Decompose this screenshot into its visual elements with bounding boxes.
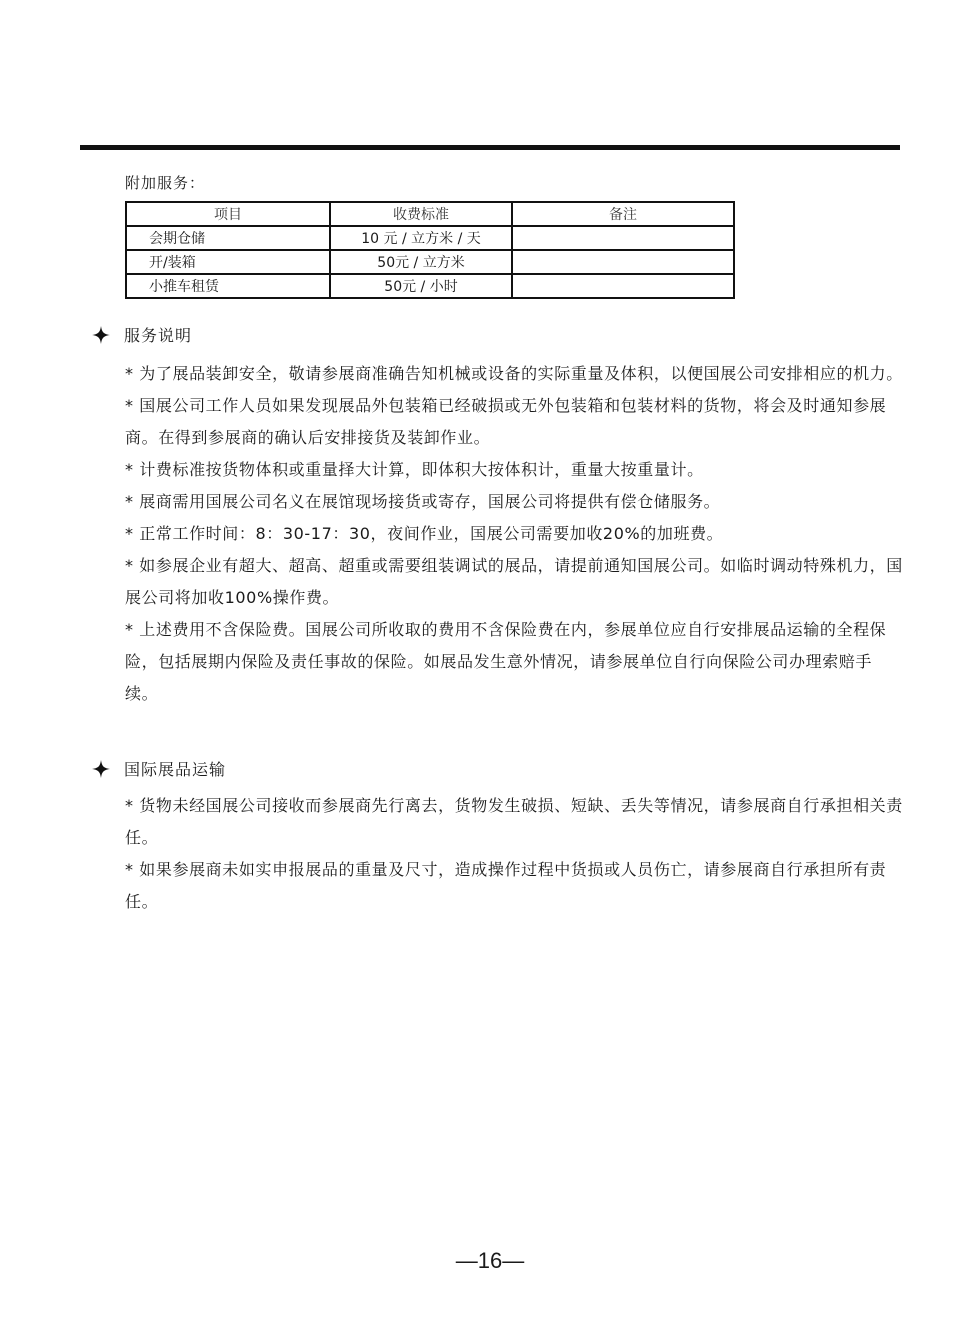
header-rule	[80, 145, 900, 150]
row-item: 开/装箱	[126, 250, 330, 274]
extra-services-table	[125, 201, 735, 299]
header-fee: 收费标准	[330, 202, 512, 226]
row-fee: 10 元 / 立方米 / 天	[330, 226, 512, 250]
table-header-row	[126, 202, 734, 226]
list-item: * 正常工作时间：8：30-17：30，夜间作业，国展公司需要加收20%的加班费。	[125, 524, 724, 543]
list-item: * 国展公司工作人员如果发现展品外包装箱已经破损或无外包装箱和包装材料的货物，将会及时通知参展商。在得到参展商的确认后安排接货及装卸作业。	[125, 396, 887, 447]
list-item: * 展商需用国展公司名义在展馆现场接货或寄存，国展公司将提供有偿仓储服务。	[125, 492, 721, 511]
extra-services-title: 附加服务：	[125, 174, 206, 192]
service-notes-heading-text: 服务说明	[124, 326, 193, 345]
row-fee: 50元 / 小时	[330, 274, 512, 298]
row-note	[512, 274, 734, 298]
row-item: 小推车租赁	[126, 274, 330, 298]
header-note: 备注	[512, 202, 734, 226]
header-item: 项目	[126, 202, 330, 226]
table-row	[126, 226, 734, 250]
list-item: * 为了展品装卸安全，敬请参展商准确告知机械或设备的实际重量及体积，以便国展公司安排相应的机力。	[125, 364, 903, 383]
list-item: * 如参展企业有超大、超高、超重或需要组装调试的展品，请提前通知国展公司。如临时调动特殊机力，国展公司将加收100%操作费。	[125, 556, 903, 607]
row-fee: 50元 / 立方米	[330, 250, 512, 274]
list-item: * 如果参展商未如实申报展品的重量及尺寸，造成操作过程中货损或人员伤亡，请参展商自行承担所有责任。	[125, 860, 887, 911]
row-item: 会期仓储	[126, 226, 330, 250]
list-item: * 上述费用不含保险费。国展公司所收取的费用不含保险费在内，参展单位应自行安排展品运输的全程保险，包括展期内保险及责任事故的保险。如展品发生意外情况，请参展单位自行向保险公司办理索赔手续。	[125, 620, 887, 703]
service-notes-list	[125, 358, 903, 710]
row-note	[512, 226, 734, 250]
intl-transport-heading	[92, 757, 226, 780]
intl-transport-heading-text: 国际展品运输	[124, 760, 227, 779]
intl-transport-list	[125, 790, 903, 918]
list-item: * 货物未经国展公司接收而参展商先行离去，货物发生破损、短缺、丢失等情况，请参展商自行承担相关责任。	[125, 796, 903, 847]
service-notes-heading	[92, 323, 192, 346]
list-item: * 计费标准按货物体积或重量择大计算，即体积大按体积计，重量大按重量计。	[125, 460, 704, 479]
page-number: —16—	[455, 1248, 525, 1273]
four-point-star-icon	[92, 760, 110, 778]
table-row	[126, 250, 734, 274]
table-row	[126, 274, 734, 298]
four-point-star-icon	[92, 326, 110, 344]
row-note	[512, 250, 734, 274]
